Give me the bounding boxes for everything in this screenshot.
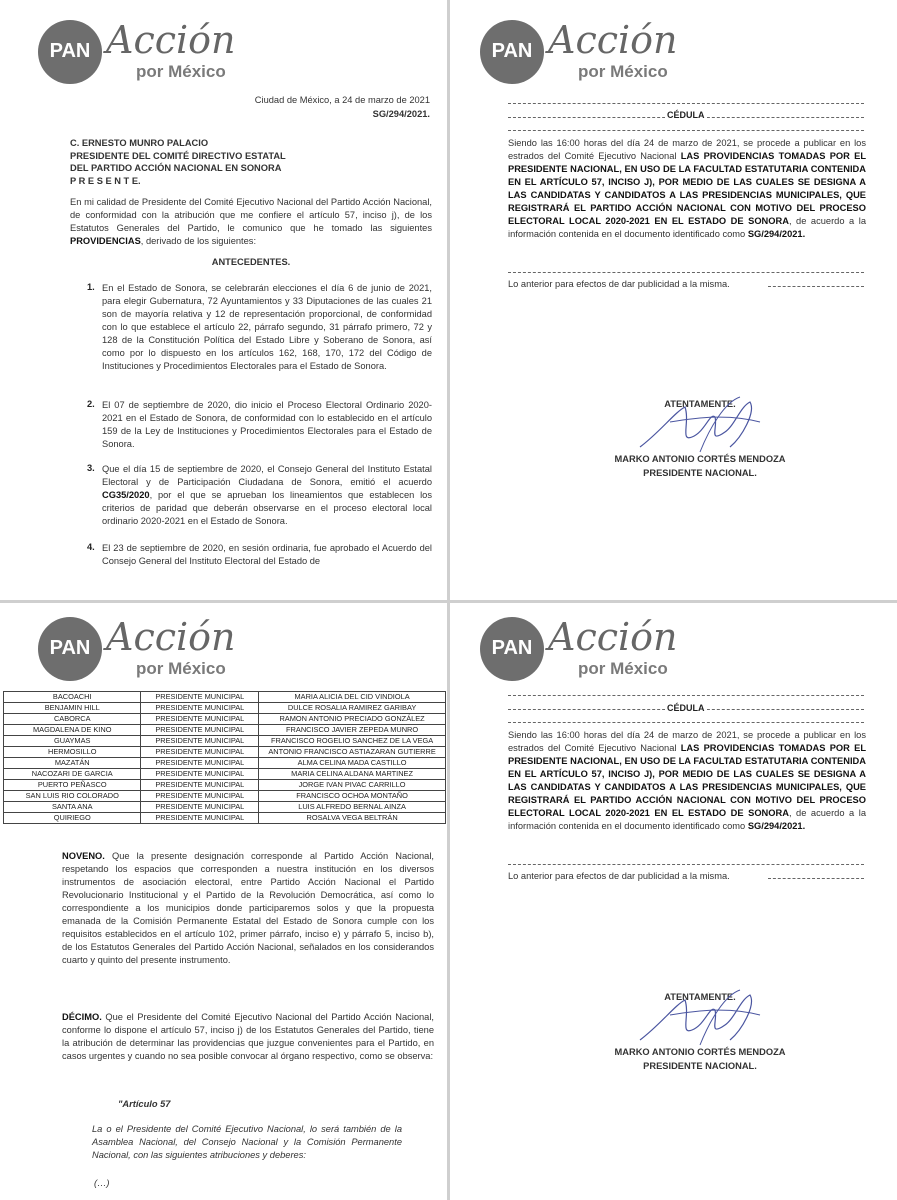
candidate-cell: MARIA ALICIA DEL CID VINDIOLA <box>259 692 446 703</box>
signer-title: PRESIDENTE NACIONAL. <box>643 468 757 478</box>
cedula-body-text: Siendo las 16:00 horas del día 24 de marzo de 2021, se procede a publicar en los estrados del Comité Ejecutivo Nacional <box>508 138 866 161</box>
table-row <box>4 758 446 769</box>
signer-name: MARKO ANTONIO CORTÉS MENDOZA <box>614 454 786 464</box>
pan-logo-text: PAN <box>491 40 533 62</box>
atentamente-label: ATENTAMENTE. <box>664 992 736 1002</box>
antecedente-3 <box>102 463 432 528</box>
document-page-4-cedula <box>450 603 897 1200</box>
cedula-title: CÉDULA <box>667 110 705 120</box>
position-cell: PRESIDENTE MUNICIPAL <box>141 802 259 813</box>
cedula-doc-ref: SG/294/2021. <box>747 821 806 831</box>
table-row <box>4 802 446 813</box>
atentamente-label: ATENTAMENTE. <box>664 399 736 409</box>
position-cell: PRESIDENTE MUNICIPAL <box>141 791 259 802</box>
table-row <box>4 692 446 703</box>
dashed-rule <box>508 864 864 865</box>
antecedente-3-text-end: , por el que se aprueban los lineamientos que establecen los criterios de paridad que deberán observarse en el proceso electoral local ordinario 2020-2021 en el Estado de Sonora. <box>102 490 432 526</box>
position-cell: PRESIDENTE MUNICIPAL <box>141 703 259 714</box>
addressee-line: P R E S E N T E. <box>70 175 141 186</box>
cedula-body-text: Siendo las 16:00 horas del día 24 de marzo de 2021, se procede a publicar en los estrados del Comité Ejecutivo Nacional <box>508 730 866 753</box>
position-cell: PRESIDENTE MUNICIPAL <box>141 758 259 769</box>
antecedente-4: El 23 de septiembre de 2020, en sesión ordinaria, fue aprobado el Acuerdo del Consejo General del Instituto Electoral del Estado de <box>102 543 432 566</box>
municipality-cell: NACOZARI DE GARCIA <box>4 769 141 780</box>
addressee-block <box>70 137 430 187</box>
municipality-cell: MAZATÁN <box>4 758 141 769</box>
noveno-label: NOVENO. <box>62 851 105 861</box>
position-cell: PRESIDENTE MUNICIPAL <box>141 725 259 736</box>
position-cell: PRESIDENTE MUNICIPAL <box>141 714 259 725</box>
table-row <box>4 791 446 802</box>
candidate-cell: ROSALVA VEGA BELTRÁN <box>259 813 446 824</box>
municipalities-table <box>3 691 446 824</box>
cedula-body-bold: LAS PROVIDENCIAS TOMADAS POR EL PRESIDENTE NACIONAL, EN USO DE LA FACULTAD ESTATUTARIA CONTENIDA EN EL ARTÍCULO 57, INCISO J), POR MEDIO DE LAS CUALES SE DESIGNA A LAS CANDIDATAS Y CANDIDATOS A LAS PRESIDENCIAS MUNICIPALES, QUE REGISTRARÁ EL PARTIDO ACCIÓN NACIONAL CON MOTIVO DEL PROCESO ELECTORAL LOCAL 2020-2021 EN EL ESTADO DE SONORA <box>508 743 867 818</box>
cedula-body-text-2: , de acuerdo a la información contenida en el documento identificado como <box>508 808 867 831</box>
table-row <box>4 736 446 747</box>
item-number: 2. <box>87 399 95 409</box>
table-row <box>4 769 446 780</box>
logo-accion-text: Acción <box>106 18 236 62</box>
cedula-title: CÉDULA <box>667 703 705 713</box>
decimo-paragraph <box>62 1011 434 1063</box>
place-date: Ciudad de México, a 24 de marzo de 2021 <box>254 95 430 105</box>
antecedente-2: El 07 de septiembre de 2020, dio inicio el Proceso Electoral Ordinario 2020-2021 en el Estado de Sonora, de conformidad con lo establecido en el artículo 159 de la Ley de Instituciones y Procedimientos Electorales para el Estado de Sonora. <box>102 400 432 449</box>
cedula-closing: Lo anterior para efectos de dar publicidad a la misma. <box>508 279 730 289</box>
table-row <box>4 714 446 725</box>
municipality-cell: SANTA ANA <box>4 802 141 813</box>
ellipsis: (…) <box>94 1178 110 1188</box>
cedula-body-text-2: , de acuerdo a la información contenida en el documento identificado como <box>508 216 867 239</box>
position-cell: PRESIDENTE MUNICIPAL <box>141 736 259 747</box>
noveno-text: Que la presente designación corresponde al Partido Acción Nacional, respetando los espacios que corresponden a nuestra institución en los diversos instrumentos de asociación electoral, entre Partido Acción Nacional el Partido Revolucionario Institucional y el Partido de la Revolución Democrática, así como lo correspondiente a los municipios donde participaremos solos y que la propuesta emanada de la Comisión Permanente Estatal del Estado de Sonora cumple con los requisitos establecidos en el artículo 102, primer párrafo, inciso e) y párrafo 5, inciso b), de los Estatutos Generales del Partido Acción Nacional, señalados en los considerandos cuarto y quinto del presente instrumento. <box>62 851 434 965</box>
decimo-label: DÉCIMO. <box>62 1012 102 1022</box>
dashed-rule <box>768 878 864 879</box>
municipality-cell: MAGDALENA DE KINO <box>4 725 141 736</box>
pan-logo-text: PAN <box>49 40 91 62</box>
position-cell: PRESIDENTE MUNICIPAL <box>141 692 259 703</box>
dashed-rule <box>508 130 864 131</box>
candidate-cell: ALMA CELINA MADA CASTILLO <box>259 758 446 769</box>
addressee-line: DEL PARTIDO ACCIÓN NACIONAL EN SONORA <box>70 163 282 173</box>
decimo-text: Que el Presidente del Comité Ejecutivo Nacional del Partido Acción Nacional, conforme lo dispone el artículo 57, inciso j) de los Estatutos Generales del Partido, tiene la atribución de determinar las providencias que juzgue convenientes para el Partido, en casos urgentes y cuando no sea posible convocar al órgano respectivo, como se observa: <box>62 1012 434 1061</box>
dashed-rule <box>508 722 864 723</box>
municipality-cell: SAN LUIS RIO COLORADO <box>4 791 141 802</box>
position-cell: PRESIDENTE MUNICIPAL <box>141 813 259 824</box>
position-cell: PRESIDENTE MUNICIPAL <box>141 780 259 791</box>
article-quote: La o el Presidente del Comité Ejecutivo Nacional, lo será también de la Asamblea Nacional, del Consejo Nacional y la Comisión Permanente Nacional, con las siguientes atribuciones y deberes: <box>92 1124 402 1160</box>
municipality-cell: BENJAMIN HILL <box>4 703 141 714</box>
candidate-cell: FRANCISCO JAVIER ZEPEDA MUNRO <box>259 725 446 736</box>
acuerdo-number: CG35/2020 <box>102 490 150 500</box>
candidate-cell: FRANCISCO ROGELIO SANCHEZ DE LA VEGA <box>259 736 446 747</box>
antecedente-3-text: Que el día 15 de septiembre de 2020, el Consejo General del Instituto Estatal Electoral y de Participación Ciudadana de Sonora, emitió el acuerdo <box>102 464 432 487</box>
cedula-doc-ref: SG/294/2021. <box>747 229 806 239</box>
municipality-cell: HERMOSILLO <box>4 747 141 758</box>
logo-accion-text: Acción <box>106 615 236 659</box>
position-cell: PRESIDENTE MUNICIPAL <box>141 747 259 758</box>
antecedente-1: En el Estado de Sonora, se celebrarán elecciones el día 6 de junio de 2021, para elegir Gubernatura, 72 Ayuntamientos y 33 Diputaciones de las cuales 21 son de mayoría relativa y 12 de representación proporcional, de conformidad con lo que establece el artículo 22, párrafo segundo, 31 párrafo primero, 72 y 128 de la Constitución Política del Estado Libre y Soberano de Sonora, así como por lo dispuesto en los artículos 162, 168, 170, 172 del Código de Instituciones y Procedimientos Electorales para el Estado de Sonora. <box>102 283 432 371</box>
logo-accion-text: Acción <box>548 615 678 659</box>
municipality-cell: GUAYMAS <box>4 736 141 747</box>
noveno-paragraph <box>62 850 434 967</box>
candidate-cell: DULCE ROSALIA RAMIREZ GARIBAY <box>259 703 446 714</box>
document-page-1 <box>0 0 447 600</box>
cedula-closing: Lo anterior para efectos de dar publicidad a la misma. <box>508 871 730 881</box>
logo-por-mexico-text: por México <box>578 659 668 678</box>
candidate-cell: FRANCISCO OCHOA MONTAÑO <box>259 791 446 802</box>
table-row <box>4 703 446 714</box>
candidate-cell: MARIA CELINA ALDANA MARTINEZ <box>259 769 446 780</box>
document-page-2-cedula <box>450 0 897 600</box>
article-title: "Artículo 57 <box>118 1099 171 1109</box>
municipality-cell: BACOACHI <box>4 692 141 703</box>
cedula-body <box>508 137 866 241</box>
cedula-body-bold: LAS PROVIDENCIAS TOMADAS POR EL PRESIDENTE NACIONAL, EN USO DE LA FACULTAD ESTATUTARIA CONTENIDA EN EL ARTÍCULO 57, INCISO J), POR MEDIO DE LAS CUALES SE DESIGNA A LAS CANDIDATAS Y CANDIDATOS A LAS PRESIDENCIAS MUNICIPALES, QUE REGISTRARÁ EL PARTIDO ACCIÓN NACIONAL CON MOTIVO DEL PROCESO ELECTORAL LOCAL 2020-2021 EN EL ESTADO DE SONORA <box>508 151 867 226</box>
pan-logo <box>480 18 678 88</box>
pan-logo-text: PAN <box>49 637 91 659</box>
table-row <box>4 813 446 824</box>
document-reference: SG/294/2021. <box>372 109 430 119</box>
item-number: 1. <box>87 282 95 292</box>
intro-paragraph <box>70 196 432 248</box>
logo-por-mexico-text: por México <box>578 62 668 81</box>
signature-image <box>630 392 770 462</box>
pan-logo <box>38 18 236 88</box>
intro-text: En mi calidad de Presidente del Comité Ejecutivo Nacional del Partido Acción Nacional, de conformidad con la atribución que me confiere el artículo 57, inciso j), de los Estatutos Generales del Partido, le comunico que he tomado las siguientes <box>70 197 432 233</box>
signer-name: MARKO ANTONIO CORTÉS MENDOZA <box>614 1047 786 1057</box>
municipality-cell: QUIRIEGO <box>4 813 141 824</box>
logo-por-mexico-text: por México <box>136 659 226 678</box>
candidate-cell: JORGE IVAN PIVAC CARRILLO <box>259 780 446 791</box>
logo-por-mexico-text: por México <box>136 62 226 81</box>
dashed-rule <box>508 695 864 696</box>
cedula-body <box>508 729 866 833</box>
municipality-cell: PUERTO PEÑASCO <box>4 780 141 791</box>
item-number: 4. <box>87 542 95 552</box>
logo-accion-text: Acción <box>548 18 678 62</box>
pan-logo <box>38 615 236 685</box>
antecedentes-heading: ANTECEDENTES. <box>211 257 291 267</box>
addressee-line: PRESIDENTE DEL COMITÉ DIRECTIVO ESTATAL <box>70 150 286 161</box>
table-row <box>4 780 446 791</box>
position-cell: PRESIDENTE MUNICIPAL <box>141 769 259 780</box>
item-number: 3. <box>87 463 95 473</box>
pan-logo <box>480 615 678 685</box>
pan-logo-text: PAN <box>491 637 533 659</box>
dashed-rule <box>768 286 864 287</box>
table-row <box>4 747 446 758</box>
municipality-cell: CABORCA <box>4 714 141 725</box>
providencias-word: PROVIDENCIAS <box>70 236 141 246</box>
candidate-cell: ANTONIO FRANCISCO ASTIAZARAN GUTIERRE <box>259 747 446 758</box>
table-row <box>4 725 446 736</box>
candidate-cell: LUIS ALFREDO BERNAL AINZA <box>259 802 446 813</box>
candidate-cell: RAMON ANTONIO PRECIADO GONZÁLEZ <box>259 714 446 725</box>
document-page-3 <box>0 603 447 1200</box>
signer-title: PRESIDENTE NACIONAL. <box>643 1061 757 1071</box>
intro-text-end: , derivado de los siguientes: <box>140 236 257 246</box>
addressee-line: C. ERNESTO MUNRO PALACIO <box>70 138 209 148</box>
dashed-rule <box>508 103 864 104</box>
dashed-rule <box>508 272 864 273</box>
signature-image <box>630 985 770 1055</box>
